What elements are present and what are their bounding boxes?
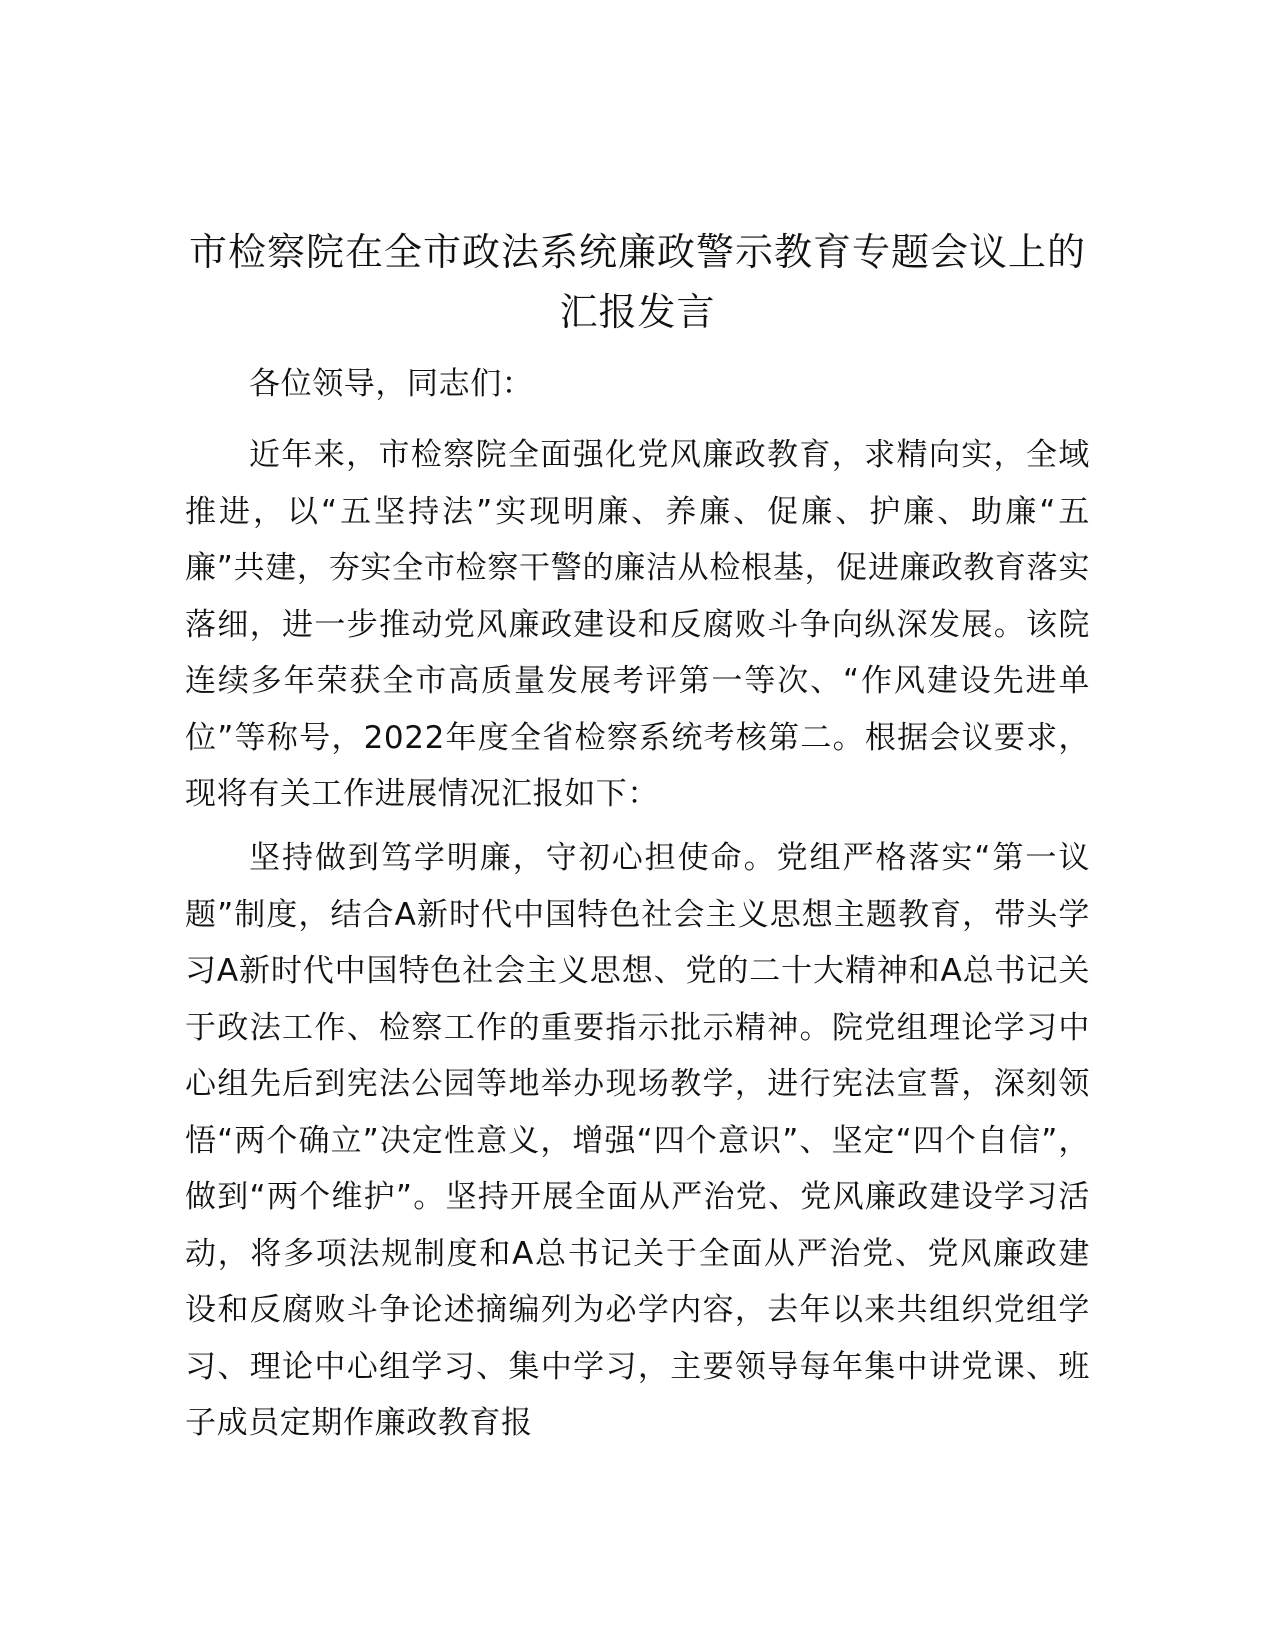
- body-paragraph: 坚持做到笃学明廉，守初心担使命。党组严格落实“第一议题”制度，结合A新时代中国特色社会主义思想主题教育，带头学习A新时代中国特色社会主义思想、党的二十大精神和A总书记关于政法工作、检察工作的重要指示批示精神。院党组理论学习中心组先后到宪法公园等地举办现场教学，进行宪法宣誓，深刻领悟“两个确立”决定性意义，增强“四个意识”、坚定“四个自信”，做到“两个维护”。坚持开展全面从严治党、党风廉政建设学习活动，将多项法规制度和A总书记关于全面从严治党、党风廉政建设和反腐败斗争论述摘编列为必学内容，去年以来共组织党组学习、理论中心组学习、集中学习，主要领导每年集中讲党课、班子成员定期作廉政教育报: [185, 840, 1090, 1441]
- document-title: 市检察院在全市政法系统廉政警示教育专题会议上的汇报发言: [188, 230, 1086, 334]
- body-paragraph: 近年来，市检察院全面强化党风廉政教育，求精向实，全域推进，以“五坚持法”实现明廉、养廉、促廉、护廉、助廉“五廉”共建，夯实全市检察干警的廉洁从检根基，促进廉政教育落实落细，进一步推动党风廉政建设和反腐败斗争向纵深发展。该院连续多年荣获全市高质量发展考评第一等次、“作风建设先进单位”等称号，2022年度全省检察系统考核第二。根据会议要求，现将有关工作进展情况汇报如下：: [185, 437, 1090, 812]
- greeting-line: 各位领导，同志们：: [249, 366, 534, 402]
